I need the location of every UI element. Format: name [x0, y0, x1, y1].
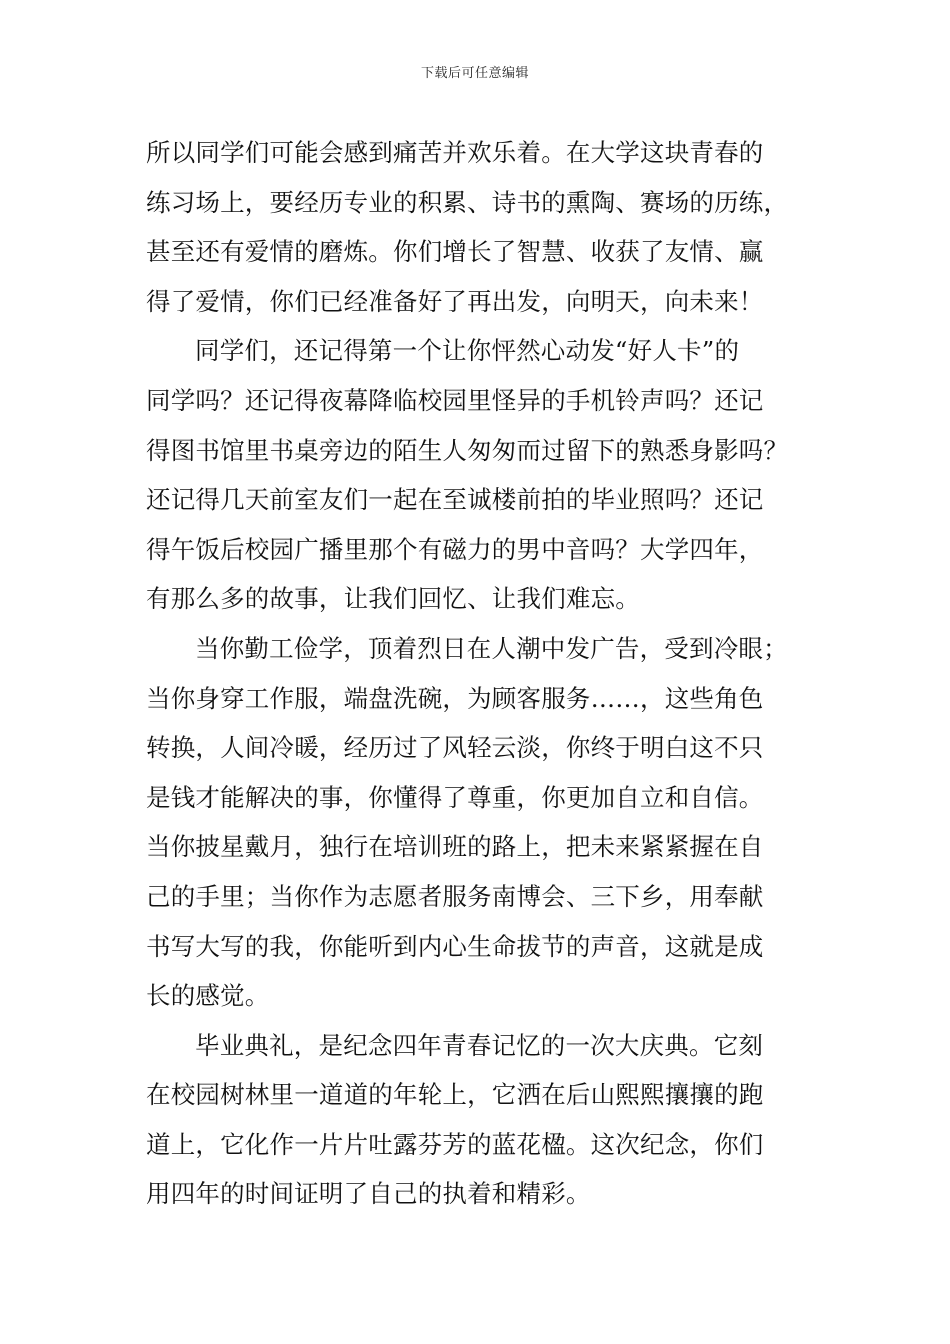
text-line: 当你披星戴月，独行在培训班的路上，把未来紧紧握在自: [146, 832, 764, 862]
text-line: 转换，人间冷暖，经历过了风轻云淡，你终于明白这不只: [146, 733, 764, 763]
paragraph-first-line: 当你勤工俭学，顶着烈日在人潮中发广告，受到冷眼；: [195, 633, 788, 663]
text-line: 所以同学们可能会感到痛苦并欢乐着。在大学这块青春的: [146, 138, 764, 167]
text-line: 长的感觉。: [146, 981, 270, 1011]
text-line: 甚至还有爱情的磨炼。你们增长了智慧、收获了友情、赢: [146, 237, 764, 267]
text-line: 有那么多的故事，让我们回忆、让我们难忘。: [146, 584, 640, 614]
text-line: 用四年的时间证明了自己的执着和精彩。: [146, 1179, 591, 1209]
text-line: 己的手里；当你作为志愿者服务南博会、三下乡，用奉献: [146, 881, 764, 911]
text-line: 练习场上，要经历专业的积累、诗书的熏陶、赛场的历练，: [146, 187, 789, 217]
paragraph-first-line: 毕业典礼，是纪念四年青春记忆的一次大庆典。它刻: [195, 1030, 764, 1060]
text-line: 得图书馆里书桌旁边的陌生人匆匆而过留下的熟悉身影吗？: [146, 435, 789, 465]
text-line: 得午饭后校园广播里那个有磁力的男中音吗？大学四年，: [146, 534, 764, 564]
body-text: [146, 128, 806, 1219]
page-header: 下载后可任意编辑: [420, 66, 529, 81]
text-line: 当你身穿工作服，端盘洗碗，为顾客服务……，这些角色: [146, 683, 764, 713]
text-line: 得了爱情，你们已经准备好了再出发，向明天，向未来！: [146, 286, 764, 316]
paragraph-first-line: 同学们，还记得第一个让你怦然心动发“好人卡”的: [195, 336, 740, 366]
text-line: 还记得几天前室友们一起在至诚楼前拍的毕业照吗？还记: [146, 485, 764, 515]
text-line: 在校园树林里一道道的年轮上，它洒在后山熙熙攘攘的跑: [146, 1080, 764, 1110]
text-line: 道上，它化作一片片吐露芬芳的蓝花楹。这次纪念，你们: [146, 1129, 764, 1159]
text-line: 是钱才能解决的事，你懂得了尊重，你更加自立和自信。: [146, 782, 764, 812]
text-line: 书写大写的我，你能听到内心生命拔节的声音，这就是成: [146, 931, 764, 961]
text-line: 同学吗？还记得夜幕降临校园里怪异的手机铃声吗？还记: [146, 385, 764, 415]
